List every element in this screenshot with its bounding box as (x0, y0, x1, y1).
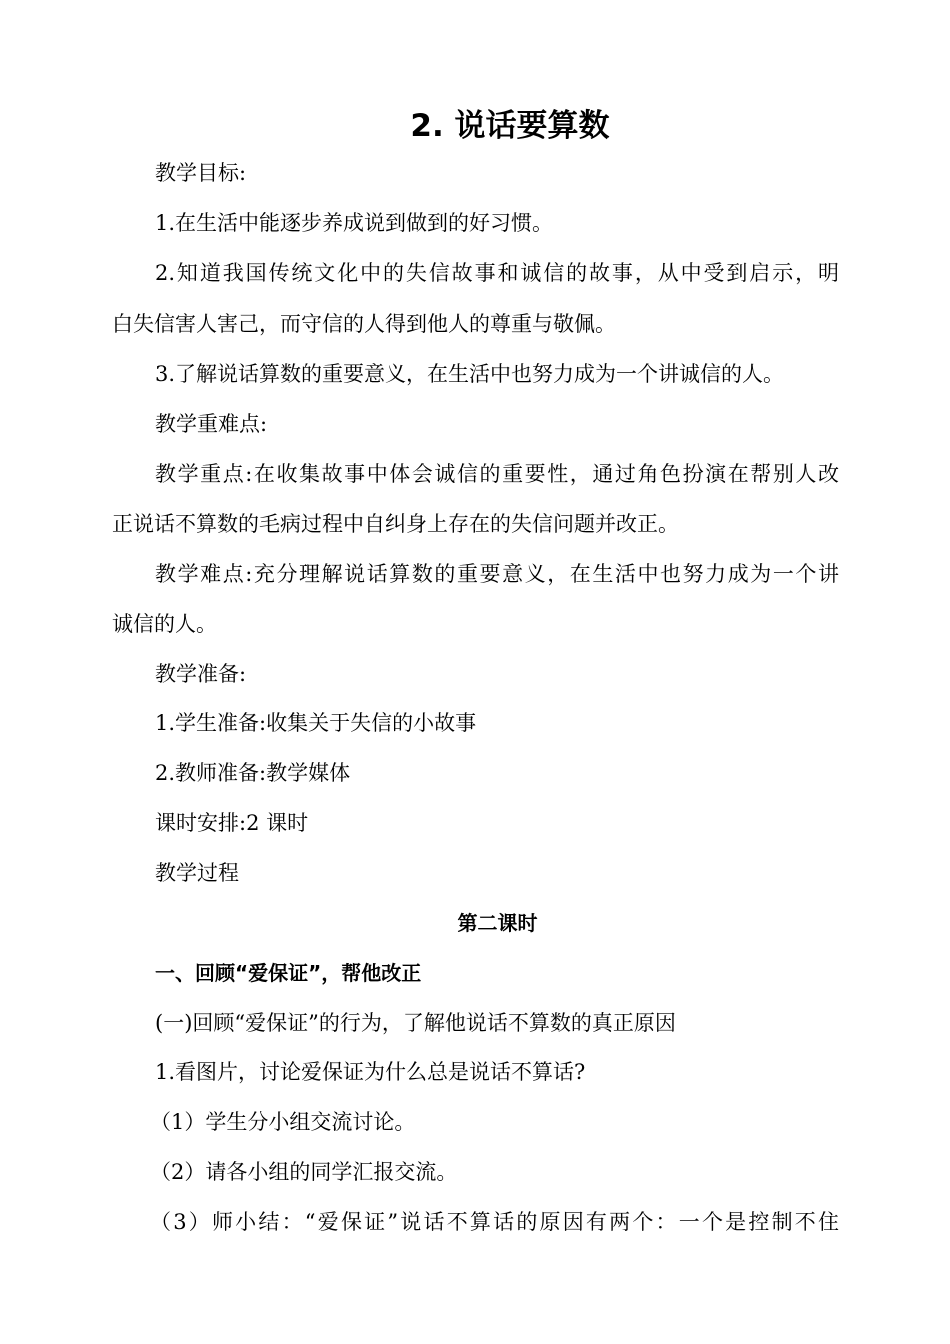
section-1-heading: 一、回顾“爱保证”，帮他改正 (155, 961, 422, 985)
schedule-text: 课时安排:2 课时 (155, 811, 309, 835)
key-points-heading: 教学重难点: (155, 412, 268, 436)
lesson-title: 第二课时 (457, 911, 538, 935)
goal-item-2-line-1: 2.知道我国传统文化中的失信故事和诚信的故事，从中受到启示，明 (155, 261, 839, 285)
subsection-1-heading: (一)回顾“爱保证”的行为，了解他说话不算数的真正原因 (155, 1011, 676, 1035)
preparation-heading: 教学准备: (155, 662, 247, 686)
step-1-c: （3）师小结：“爱保证”说话不算话的原因有两个：一个是控制不住 (150, 1210, 839, 1234)
preparation-item-2: 2.教师准备:教学媒体 (155, 761, 351, 785)
process-heading: 教学过程 (155, 861, 239, 885)
step-1: 1.看图片，讨论爱保证为什么总是说话不算话? (155, 1060, 586, 1084)
goal-item-1: 1.在生活中能逐步养成说到做到的好习惯。 (155, 211, 554, 235)
preparation-item-1: 1.学生准备:收集关于失信的小故事 (155, 711, 477, 735)
difficult-point-line-1: 教学难点:充分理解说话算数的重要意义，在生活中也努力成为一个讲 (155, 562, 839, 586)
key-point-line-2: 正说话不算数的毛病过程中自纠身上存在的失信问题并改正。 (112, 512, 679, 536)
goal-item-3: 3.了解说话算数的重要意义，在生活中也努力成为一个讲诚信的人。 (155, 362, 785, 386)
goals-heading: 教学目标: (155, 161, 247, 185)
key-point-line-1: 教学重点:在收集故事中体会诚信的重要性，通过角色扮演在帮别人改 (155, 462, 839, 486)
document-title: 2. 说话要算数 (410, 108, 610, 144)
goal-item-2-line-2: 白失信害人害己，而守信的人得到他人的尊重与敬佩。 (112, 312, 616, 336)
step-1-b: （2）请各小组的同学汇报交流。 (150, 1160, 458, 1184)
difficult-point-line-2: 诚信的人。 (112, 612, 217, 636)
step-1-a: （1）学生分小组交流讨论。 (150, 1110, 416, 1134)
